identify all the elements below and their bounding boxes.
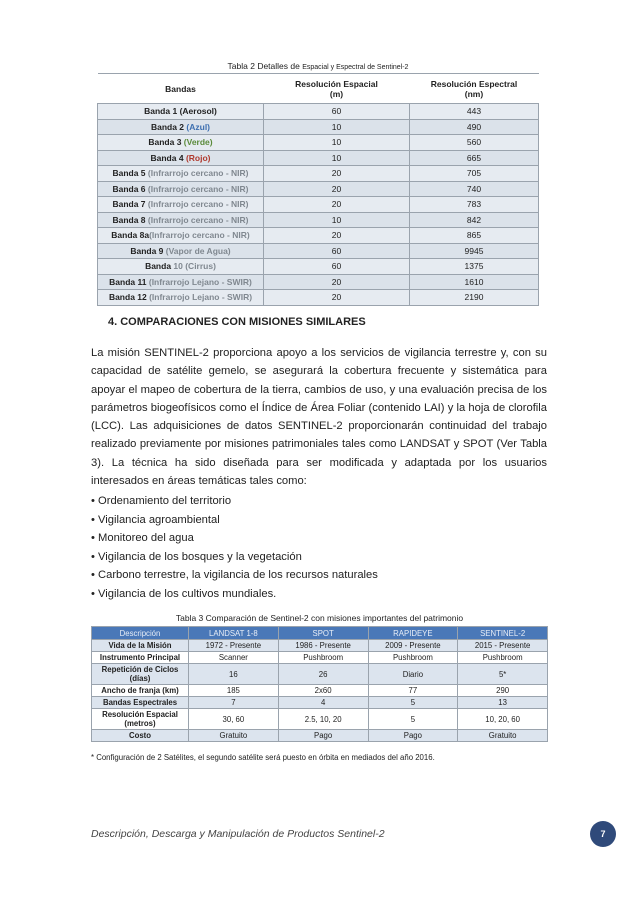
header-sentinel2: SENTINEL-2: [458, 627, 548, 640]
table-row: Banda 9 (Vapor de Agua) 60 9945: [98, 243, 539, 259]
header-rapideye: RAPIDEYE: [368, 627, 458, 640]
table3-caption: Tabla 3 Comparación de Sentinel-2 con misiones importantes del patrimonio: [175, 613, 464, 623]
header-description: Descripción: [92, 627, 189, 640]
page-number: 7: [590, 821, 616, 847]
table-row: Instrumento Principal Scanner Pushbroom Pushbroom Pushbroom: [92, 652, 548, 664]
table-row: Bandas Espectrales 7 4 5 13: [92, 697, 548, 709]
table-row: Resolución Espacial (metros) 30, 60 2.5, 10, 20 5 10, 20, 60: [92, 709, 548, 730]
table-row: Banda 5 (Infrarrojo cercano - NIR) 20 705: [98, 166, 539, 182]
table-row: Repetición de Ciclos (días) 16 26 Diario 5*: [92, 664, 548, 685]
section-heading: 4. COMPARACIONES CON MISIONES SIMILARES: [108, 316, 366, 328]
header-bands: Bandas: [98, 74, 264, 104]
header-spot: SPOT: [278, 627, 368, 640]
list-item: • Vigilancia de los cultivos mundiales.: [91, 587, 277, 600]
table-footnote: * Configuración de 2 Satélites, el segundo satélite será puesto en órbita en mediados del año 2016.: [91, 753, 435, 762]
table-row: Banda 3 (Verde) 10 560: [98, 135, 539, 151]
table-row: Banda 8a(Infrarrojo cercano - NIR) 20 865: [98, 228, 539, 244]
list-item: • Ordenamiento del territorio: [91, 495, 232, 507]
list-item: • Vigilancia de los bosques y la vegetación: [91, 550, 302, 563]
body-paragraph: La misión SENTINEL-2 proporciona apoyo a los servicios de vigilancia terrestre y, con su capacidad de satélite gemelo, se asegurará la cobertura frecuente y sistemática para apoyar el mapeo de cobertura de la tierra, cambios de uso, y una evaluación precisa de los parámetros biogeofísicos como el Índice de Área Foliar (contenido LAI) y la hoja de clorofila (LCC). Las adquisiciones de datos SENTINEL-2 proporcionarán continuidad del trabajo realizado previamente por misiones patrimoniales tales como LANDSAT y SPOT (Ver Tabla 3). La técnica ha sido diseñada para ser modificada y adaptada por los usuarios interesados en áreas temáticas tales como:: [91, 347, 547, 488]
header-spatial: Resolución Espacial (m): [264, 74, 410, 104]
comparison-table: [91, 626, 548, 742]
header-spectral: Resolución Espectral (nm): [410, 74, 539, 104]
table-row: Banda 2 (Azul) 10 490: [98, 119, 539, 135]
table-row: Vida de la Misión 1972 - Presente 1986 - Presente 2009 - Presente 2015 - Presente: [92, 640, 548, 652]
list-item: • Monitoreo del agua: [91, 532, 194, 544]
table-row: Banda 8 (Infrarrojo cercano - NIR) 10 842: [98, 212, 539, 228]
bullet-list: [91, 492, 378, 603]
table-row: Banda 7 (Infrarrojo cercano - NIR) 20 783: [98, 197, 539, 213]
header-landsat: LANDSAT 1-8: [189, 627, 279, 640]
list-item: • Carbono terrestre, la vigilancia de los recursos naturales: [91, 569, 378, 581]
table-row: Banda 6 (Infrarrojo cercano - NIR) 20 740: [98, 181, 539, 197]
list-item: • Vigilancia agroambiental: [91, 513, 220, 526]
page-footer: Descripción, Descarga y Manipulación de Productos Sentinel-2: [91, 828, 385, 840]
table2-caption: Tabla 2 Detalles de Espacial y Espectral de Sentinel-2: [227, 61, 409, 71]
table-row: Banda 12 (Infrarrojo Lejano - SWIR) 20 2190: [98, 290, 539, 306]
table-row: Banda 10 (Cirrus) 60 1375: [98, 259, 539, 275]
table-row: Banda 4 (Rojo) 10 665: [98, 150, 539, 166]
table-row: Banda 1 (Aerosol) 60 443: [98, 104, 539, 120]
table-row: Banda 11 (Infrarrojo Lejano - SWIR) 20 1610: [98, 274, 539, 290]
table-row: Costo Gratuito Pago Pago Gratuito: [92, 730, 548, 742]
bands-table: [97, 73, 539, 306]
table-row: Ancho de franja (km) 185 2x60 77 290: [92, 685, 548, 697]
